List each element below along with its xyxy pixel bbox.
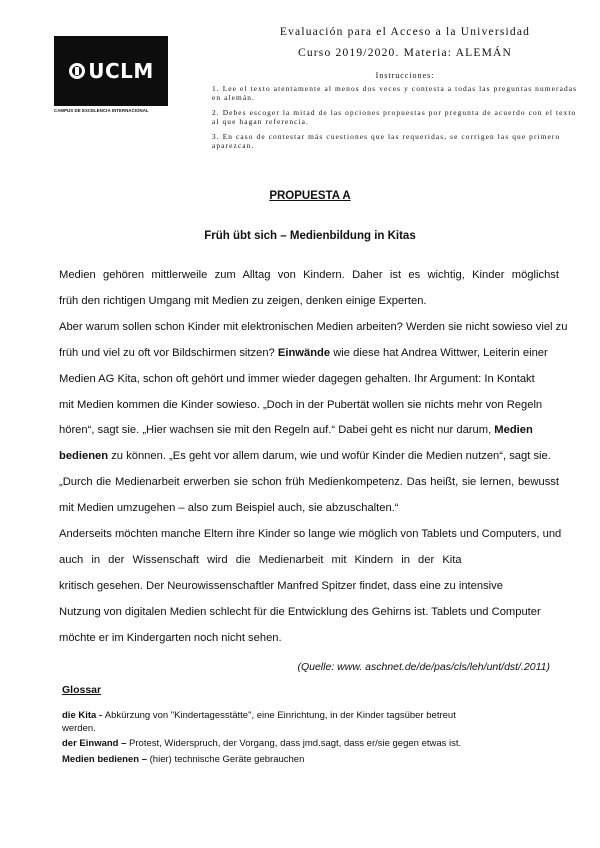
text-line: bedienen zu können. „Es geht vor allem darum, wie und wofür Kinder die Medien nutzen“, sagt sie. — [59, 450, 551, 463]
glossary-term: der Einwand – — [62, 738, 130, 749]
logo-box — [54, 36, 168, 106]
text-line: mit Medien kommen die Kinder sowieso. „Doch in der Pubertät wollen sie nichts mehr von Regeln — [59, 398, 543, 411]
text-title: Früh übt sich – Medienbildung in Kitas — [204, 230, 416, 242]
text-line: hören“, sagt sie. „Hier wachsen sie mit den Regeln auf.“ Dabei geht es nicht nur darum, Medien — [59, 424, 533, 437]
glossary-term: die Kita - — [62, 710, 105, 721]
text-line: auch in der Wissenschaft wird die Medienarbeit mit Kindern in der Kita — [59, 553, 462, 566]
header-course: Curso 2019/2020. Materia: ALEMÁN — [297, 47, 513, 59]
text-line: Medien gehören mittlerweile zum Alltag von Kindern. Daher ist es wichtig, Kinder möglichst — [59, 269, 559, 281]
seal-icon — [68, 62, 86, 80]
text-line: Aber warum sollen schon Kinder mit elektronischen Medien arbeiten? Werden sie nicht sowieso viel zu — [59, 320, 568, 333]
logo-subtitle: CAMPUS DE EXCELENCIA INTERNACIONAL — [54, 108, 149, 113]
source-citation: (Quelle: www. aschnet.de/de/pas/cls/leh/unt/dst/.2011) — [297, 661, 550, 673]
glossary — [62, 684, 482, 769]
glossary-definition: Abkürzung von "Kindertagesstätte", eine Einrichtung, in der Kinder tagsüber betreut werden. — [62, 710, 456, 734]
proposal-title: PROPUESTA A — [269, 190, 351, 202]
text-line: möchte er im Kindergarten noch nicht sehen. — [59, 631, 282, 644]
glossary-term: Medien bedienen – — [62, 753, 150, 765]
keyword-einwaende: Einwände — [277, 346, 331, 359]
glossary-definition: Protest, Widerspruch, der Vorgang, dass jmd.sagt, dass er/sie gegen etwas ist. — [129, 738, 462, 749]
instruction-1: 1. Lee el texto atentamente al menos dos veces y contesta a todas las preguntas numeradas en alemán. — [212, 84, 578, 102]
reading-text — [59, 263, 568, 652]
instructions-title: Instrucciones: — [375, 71, 435, 80]
glossary-item — [62, 754, 482, 767]
text-line: Anderseits möchten manche Eltern ihre Kinder so lange wie möglich von Tablets und Computers, und — [59, 528, 562, 541]
header-title: Evaluación para el Acceso a la Universidad — [279, 26, 531, 38]
glossary-title: Glossar — [62, 684, 102, 696]
instruction-3: 3. En caso de contestar más cuestiones que las requeridas, se corrigen las que primero aparezcan. — [212, 132, 561, 150]
logo-text: UCLM — [88, 59, 154, 83]
exam-header — [212, 26, 578, 150]
text-line: kritisch gesehen. Der Neurowissenschaftler Manfred Spitzer findet, dass eine zu intensive — [59, 579, 503, 592]
keyword-bedienen: bedienen — [59, 450, 109, 463]
uclm-logo — [54, 36, 168, 113]
keyword-medien: Medien — [494, 424, 533, 437]
glossary-item — [62, 738, 482, 751]
text-line: „Durch die Medienarbeit erwerben sie schon früh Medienkompetenz. Das heißt, sie lernen, bewusst — [59, 476, 559, 489]
text-line: früh und viel zu oft vor Bildschirmen sitzen? Einwände wie diese hat Andrea Wittwer, Leiterin einer — [59, 346, 548, 359]
glossary-definition: (hier) technische Geräte gebrauchen — [149, 753, 305, 765]
text-line: Nutzung von digitalen Medien schlecht für die Entwicklung des Gehirns ist. Tablets und Computer — [59, 605, 541, 618]
text-line: früh den richtigen Umgang mit Medien zu zeigen, denken einige Experten. — [59, 294, 427, 307]
text-line: Medien AG Kita, schon oft gehört und immer wieder dagegen gehalten. Ihr Argument: In Kontakt — [59, 372, 535, 385]
instruction-2: 2. Debes escoger la mitad de las opciones propuestas por pregunta de acuerdo con el texto al que hagan referencia. — [212, 108, 577, 126]
glossary-item — [62, 710, 482, 735]
text-line: mit Medien umzugehen – also zum Beispiel auch, sie abzuschalten.“ — [59, 502, 399, 515]
